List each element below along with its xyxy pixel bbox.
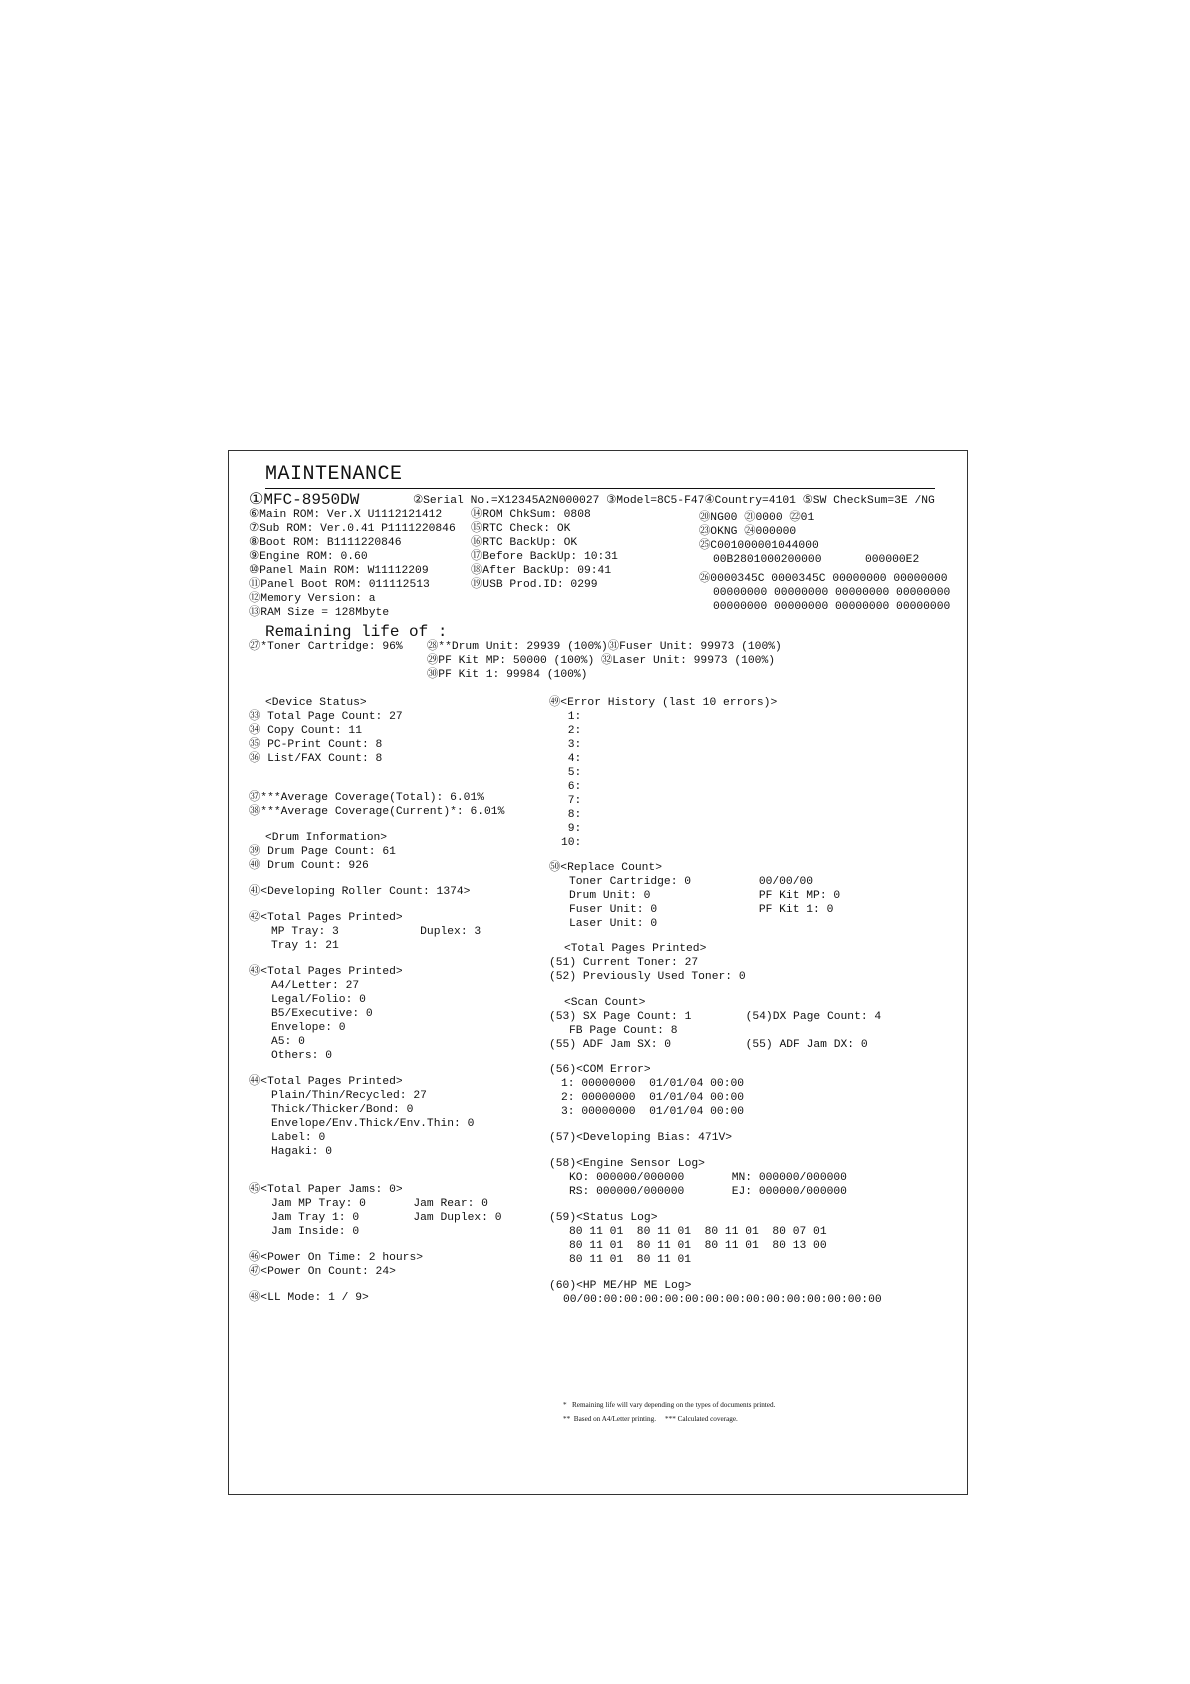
replace-laser: Laser Unit: 0 [569,918,658,930]
memory-version: ⑫Memory Version: a [249,593,376,605]
ll-mode: ㊽<LL Mode: 1 / 9> [249,1292,369,1304]
report-title: MAINTENANCE [265,463,403,486]
average-coverage-current: ㊳***Average Coverage(Current)*: 6.01% [249,806,505,818]
error-7: 7: [561,795,582,807]
replace-toner: Toner Cartridge: 0 00/00/00 [569,876,814,888]
status-log-2: 80 11 01 80 11 01 80 11 01 80 13 00 [569,1240,827,1252]
pfkit-laser-life: ㉙PF Kit MP: 50000 (100%) ㉜Laser Unit: 99973 (100%) [427,655,775,667]
code-26-line2: 00000000 00000000 00000000 00000000 [713,587,951,599]
drum-page-count: ㊴ Drum Page Count: 61 [249,846,396,858]
remaining-life-heading: Remaining life of : [265,623,448,641]
replace-count-heading: ㊿<Replace Count> [549,862,662,874]
legal-folio: Legal/Folio: 0 [271,994,366,1006]
total-pages-media-heading: ㊹<Total Pages Printed> [249,1076,403,1088]
error-history-heading: ㊾<Error History (last 10 errors)> [549,697,778,709]
list-fax-count: ㊱ List/FAX Count: 8 [249,753,383,765]
envelope: Envelope: 0 [271,1022,346,1034]
error-1: 1: [561,711,582,723]
developing-bias: (57)<Developing Bias: 471V> [549,1132,733,1144]
code-26-line1: ㉖0000345C 0000345C 00000000 00000000 [699,573,948,585]
rom-checksum: ⑭ROM ChkSum: 0808 [471,509,591,521]
status-log-1: 80 11 01 80 11 01 80 11 01 80 07 01 [569,1226,827,1238]
others: Others: 0 [271,1050,333,1062]
sensor-rs-ej: RS: 000000/000000 EJ: 000000/000000 [569,1186,847,1198]
device-status-heading: <Device Status> [265,697,367,709]
rtc-backup: ⑯RTC BackUp: OK [471,537,578,549]
total-pages-size-heading: ㊸<Total Pages Printed> [249,966,403,978]
jam-tray-duplex: Jam Tray 1: 0 Jam Duplex: 0 [271,1212,502,1224]
boot-rom: ⑧Boot ROM: B1111220846 [249,537,402,549]
code-26-line3: 00000000 00000000 00000000 00000000 [713,601,951,613]
total-pages-tray-heading: ㊷<Total Pages Printed> [249,912,403,924]
total-page-count: ㉝ Total Page Count: 27 [249,711,403,723]
panel-boot-rom: ⑪Panel Boot ROM: 011112513 [249,579,430,591]
total-pages-toner-heading: <Total Pages Printed> [564,943,707,955]
current-toner: (51) Current Toner: 27 [549,957,699,969]
thick-thicker-bond: Thick/Thicker/Bond: 0 [271,1104,414,1116]
after-backup: ⑱After BackUp: 09:41 [471,565,612,577]
jam-inside: Jam Inside: 0 [271,1226,360,1238]
code-25-line2: 00B2801000200000 [713,554,822,566]
mp-tray-duplex: MP Tray: 3 Duplex: 3 [271,926,482,938]
com-error-1: 1: 00000000 01/01/04 00:00 [561,1078,745,1090]
total-paper-jams-heading: ㊺<Total Paper Jams: 0> [249,1184,403,1196]
copy-count: ㉞ Copy Count: 11 [249,725,362,737]
status-log-heading: (59)<Status Log> [549,1212,658,1224]
before-backup: ⑰Before BackUp: 10:31 [471,551,618,563]
footnote-1: * Remaining life will vary depending on the types of documents printed. [563,1401,776,1409]
drum-fuser-life: ㉘**Drum Unit: 29939 (100%)㉛Fuser Unit: 99973 (100%) [427,641,782,653]
com-error-2: 2: 00000000 01/01/04 00:00 [561,1092,745,1104]
b5-executive: B5/Executive: 0 [271,1008,373,1020]
error-8: 8: [561,809,582,821]
power-on-time: ㊻<Power On Time: 2 hours> [249,1252,423,1264]
average-coverage-total: ㊲***Average Coverage(Total): 6.01% [249,792,485,804]
code-25: ㉕C001000001044000 [699,540,819,552]
plain-thin-recycled: Plain/Thin/Recycled: 27 [271,1090,427,1102]
footnote-2: ** Based on A4/Letter printing. *** Calculated coverage. [563,1415,738,1423]
error-4: 4: [561,753,582,765]
hp-me-log-value: 00/00:00:00:00:00:00:00:00:00:00:00:00:00:00:00 [563,1294,882,1306]
pfkit1-life: ㉚PF Kit 1: 99984 (100%) [427,669,588,681]
code-25-line2-end: 000000E2 [865,554,920,566]
panel-main-rom: ⑩Panel Main ROM: W11112209 [249,565,429,577]
a5: A5: 0 [271,1036,305,1048]
drum-information-heading: <Drum Information> [265,832,388,844]
scan-count-heading: <Scan Count> [564,997,646,1009]
code-20-22: ⑳NG00 ㉑0000 ㉒01 [699,512,815,524]
hagaki: Hagaki: 0 [271,1146,333,1158]
pc-print-count: ㉟ PC-Print Count: 8 [249,739,383,751]
ram-size: ⑬RAM Size = 128Mbyte [249,607,390,619]
error-10: 10: [561,837,582,849]
status-log-3: 80 11 01 80 11 01 [569,1254,692,1266]
com-error-heading: (56)<COM Error> [549,1064,651,1076]
engine-sensor-log-heading: (58)<Engine Sensor Log> [549,1158,705,1170]
tray-1: Tray 1: 21 [271,940,339,952]
main-rom: ⑥Main ROM: Ver.X U1112121412 [249,509,443,521]
label: Label: 0 [271,1132,326,1144]
model-name: ①MFC-8950DW [249,491,360,509]
com-error-3: 3: 00000000 01/01/04 00:00 [561,1106,745,1118]
serial-model-line: ②Serial No.=X12345A2N000027 ③Model=8C5-F47④Country=4101 ⑤SW CheckSum=3E /NG [413,495,935,507]
fb-page-count: FB Page Count: 8 [569,1025,678,1037]
sx-dx-page-count: (53) SX Page Count: 1 (54)DX Page Count: 4 [549,1011,882,1023]
title-rule [265,488,935,489]
usb-prod-id: ⑲USB Prod.ID: 0299 [471,579,598,591]
adf-jam: (55) ADF Jam SX: 0 (55) ADF Jam DX: 0 [549,1039,868,1051]
code-23-24: ㉓OKNG ㉔000000 [699,526,797,538]
power-on-count: ㊼<Power On Count: 24> [249,1266,396,1278]
jam-mp-rear: Jam MP Tray: 0 Jam Rear: 0 [271,1198,488,1210]
rtc-check: ⑮RTC Check: OK [471,523,571,535]
developing-roller-count: ㊶<Developing Roller Count: 1374> [249,886,471,898]
envelope-types: Envelope/Env.Thick/Env.Thin: 0 [271,1118,475,1130]
replace-fuser: Fuser Unit: 0 PF Kit 1: 0 [569,904,834,916]
error-5: 5: [561,767,582,779]
error-6: 6: [561,781,582,793]
sub-rom: ⑦Sub ROM: Ver.0.41 P1111220846 [249,523,456,535]
error-3: 3: [561,739,582,751]
a4-letter: A4/Letter: 27 [271,980,360,992]
replace-drum: Drum Unit: 0 PF Kit MP: 0 [569,890,841,902]
drum-count: ㊵ Drum Count: 926 [249,860,369,872]
previously-used-toner: (52) Previously Used Toner: 0 [549,971,746,983]
hp-me-log-heading: (60)<HP ME/HP ME Log> [549,1280,692,1292]
sensor-ko-mn: KO: 000000/000000 MN: 000000/000000 [569,1172,847,1184]
engine-rom: ⑨Engine ROM: 0.60 [249,551,368,563]
error-9: 9: [561,823,582,835]
error-2: 2: [561,725,582,737]
maintenance-report-sheet [228,450,968,1495]
toner-life: ㉗*Toner Cartridge: 96% [249,641,403,653]
